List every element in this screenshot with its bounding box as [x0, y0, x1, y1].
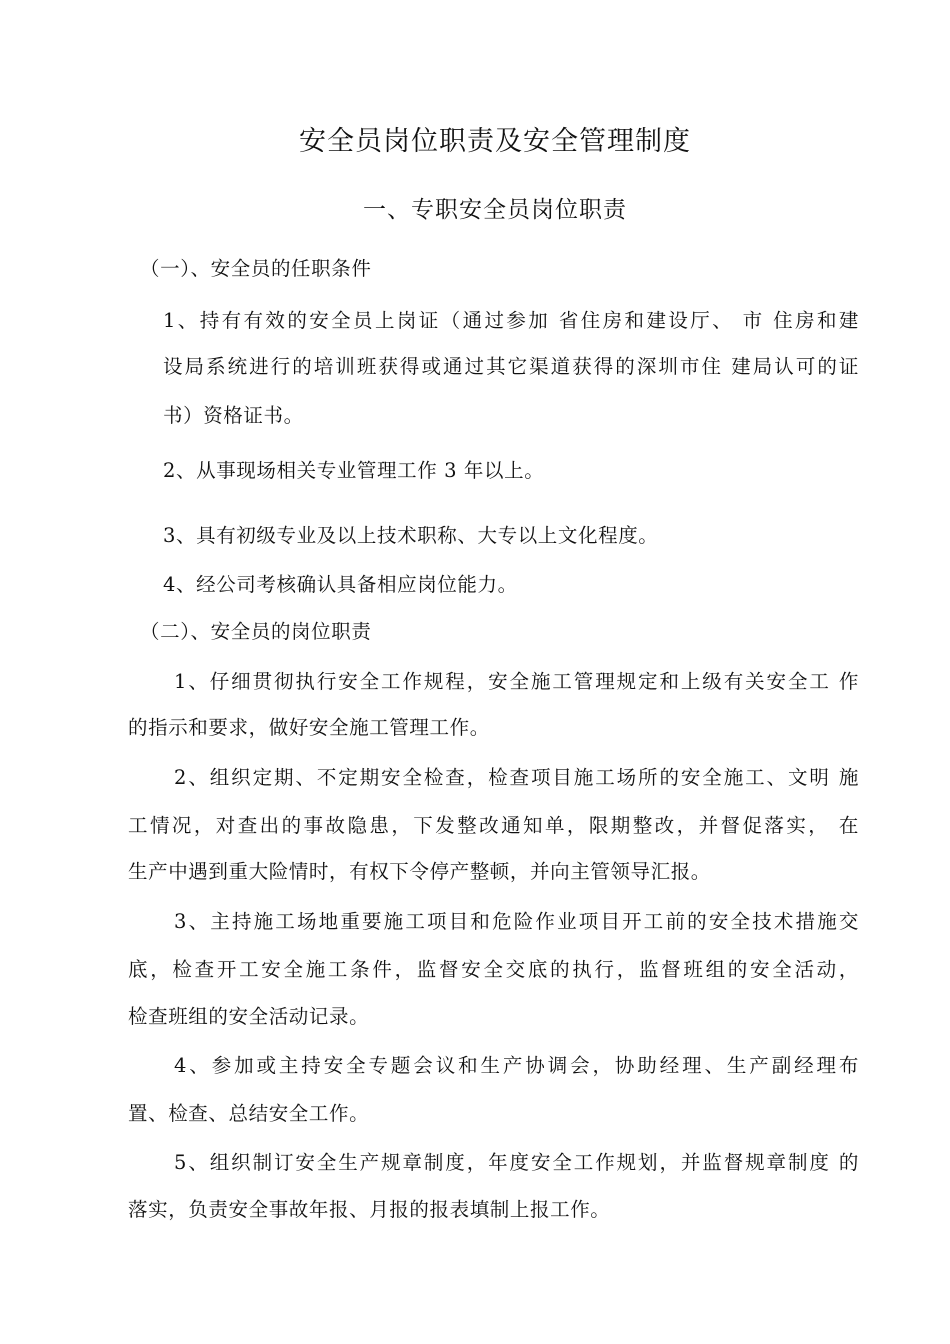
qualification-3: 3、具有初级专业及以上技术职称、大专以上文化程度。 — [163, 524, 659, 547]
duty-2-line-1: 2、组织定期、不定期安全检查，检查项目施工场所的安全施工、文明 施 — [174, 766, 859, 789]
duty-3-line-2: 底，检查开工安全施工条件，监督安全交底的执行，监督班组的安全活动， — [128, 958, 859, 981]
section-heading: 一、专职安全员岗位职责 — [363, 197, 627, 223]
qualification-1-line-2: 设局系统进行的培训班获得或通过其它渠道获得的深圳市住 建局认可的证 — [163, 355, 859, 378]
duty-5-line-2: 落实，负责安全事故年报、月报的报表填制上报工作。 — [128, 1198, 611, 1221]
duty-4-line-2: 置、检查、总结安全工作。 — [128, 1102, 370, 1125]
qualification-4: 4、经公司考核确认具备相应岗位能力。 — [163, 573, 518, 596]
duty-1-line-1: 1、仔细贯彻执行安全工作规程，安全施工管理规定和上级有关安全工 作 — [174, 670, 859, 693]
duty-3-line-1: 3、主持施工场地重要施工项目和危险作业项目开工前的安全技术措施交 — [174, 910, 859, 933]
duty-2-line-3: 生产中遇到重大险情时，有权下令停产整顿，并向主管领导汇报。 — [128, 860, 711, 883]
duty-4-line-1: 4、参加或主持安全专题会议和生产协调会，协助经理、生产副经理布 — [174, 1054, 859, 1077]
duty-3-line-3: 检查班组的安全活动记录。 — [128, 1005, 370, 1028]
document-title: 安全员岗位职责及安全管理制度 — [299, 126, 691, 157]
qualification-2: 2、从事现场相关专业管理工作 3 年以上。 — [163, 459, 545, 482]
subsection-heading-duties: （二）、安全员的岗位职责 — [140, 620, 372, 643]
qualification-1-line-1: 1、持有有效的安全员上岗证（通过参加 省住房和建设厅、 市 住房和建 — [163, 309, 859, 332]
duty-1-line-2: 的指示和要求，做好安全施工管理工作。 — [128, 716, 490, 739]
duty-2-line-2: 工情况，对查出的事故隐患，下发整改通知单，限期整改，并督促落实， 在 — [128, 814, 859, 837]
qualification-1-line-3: 书）资格证书。 — [163, 404, 304, 427]
duty-5-line-1: 5、组织制订安全生产规章制度，年度安全工作规划，并监督规章制度 的 — [174, 1151, 859, 1174]
subsection-heading-qualifications: （一）、安全员的任职条件 — [140, 257, 372, 280]
